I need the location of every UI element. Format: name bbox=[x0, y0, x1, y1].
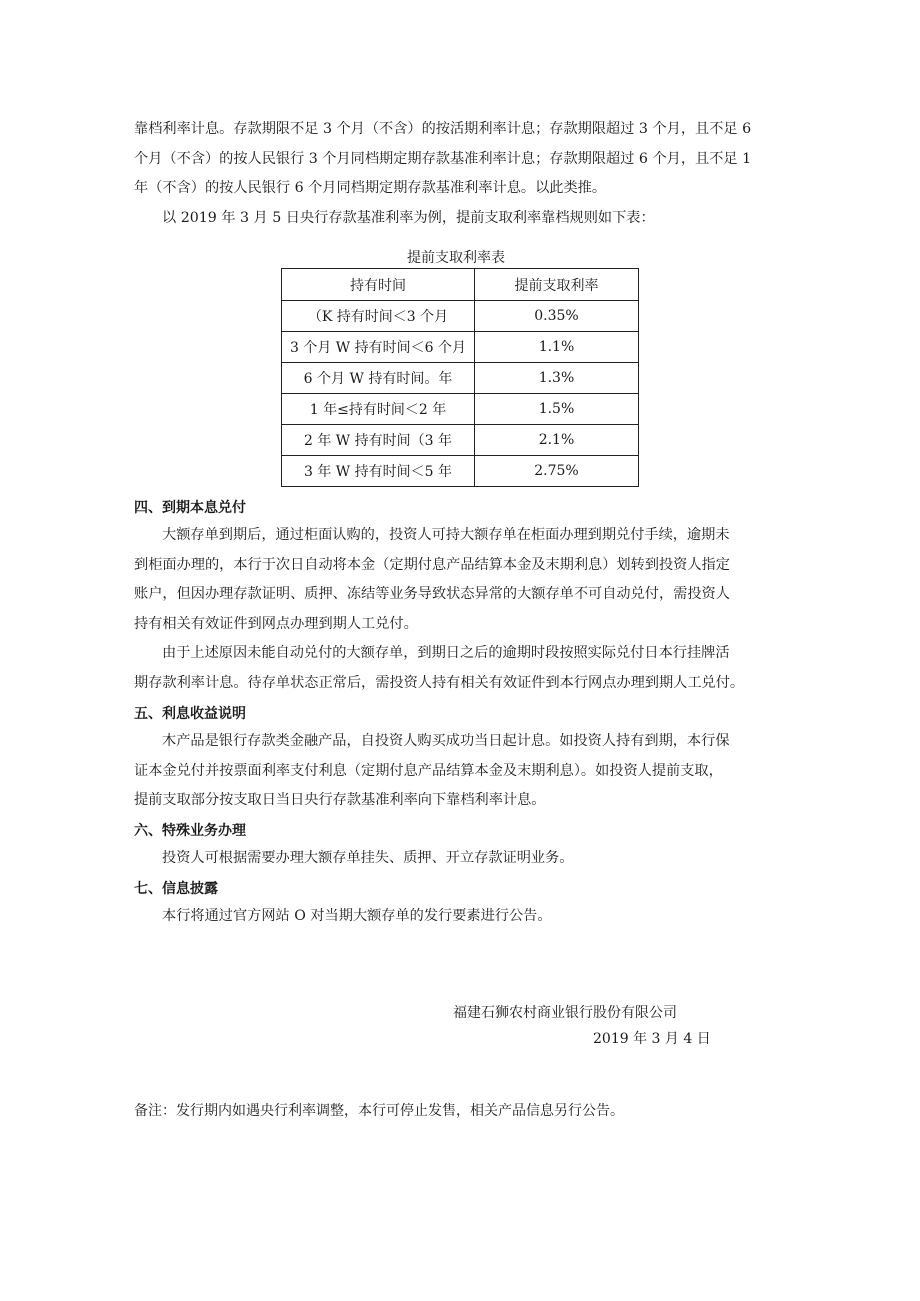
holding-period-cell: 6 个月 W 持有时间。年 bbox=[282, 363, 475, 394]
section-4-line: 大额存单到期后，通过柜面认购的，投资人可持大额存单在柜面办理到期兑付手续，逾期未 bbox=[162, 527, 730, 543]
section-6-line: 投资人可根据需要办理大额存单挂失、质押、开立存款证明业务。 bbox=[162, 850, 574, 866]
signature-company: 福建石狮农村商业银行股份有限公司 bbox=[453, 1005, 677, 1021]
holding-period-cell: 3 个月 W 持有时间＜6 个月 bbox=[282, 332, 475, 363]
section-5-title: 五、利息收益说明 bbox=[134, 706, 246, 722]
section-4-line: 由于上述原因未能自动兑付的大额存单，到期日之后的逾期时段按照实际兑付日本行挂牌活 bbox=[162, 645, 730, 661]
table-row bbox=[282, 332, 639, 363]
table-row bbox=[282, 301, 639, 332]
rate-cell: 1.1% bbox=[475, 332, 639, 363]
section-7-paragraph bbox=[134, 902, 806, 932]
table-header-row bbox=[282, 269, 639, 301]
rate-cell: 2.75% bbox=[475, 456, 639, 487]
holding-period-cell: 1 年≤持有时间＜2 年 bbox=[282, 394, 475, 425]
section-5-line: 证本金兑付并按票面利率支付利息（定期付息产品结算本金及末期利息）。如投资人提前支取， bbox=[134, 762, 723, 779]
rate-cell: 1.5% bbox=[475, 394, 639, 425]
section-4-line: 账户，但因办理存款证明、质押、冻结等业务导致状态异常的大额存单不可自动兑付，需投资人 bbox=[134, 586, 730, 602]
section-4-line: 到柜面办理的，本行于次日自动将本金（定期付息产品结算本金及末期利息）划转到投资人指定 bbox=[134, 556, 730, 573]
rate-cell: 1.3% bbox=[475, 363, 639, 394]
section-4-line: 持有相关有效证件到网点办理到期人工兑付。 bbox=[134, 615, 418, 632]
rate-cell: 0.35% bbox=[475, 301, 639, 332]
holding-period-cell: 3 年 W 持有时间＜5 年 bbox=[282, 456, 475, 487]
table-row bbox=[282, 363, 639, 394]
table-row bbox=[282, 425, 639, 456]
section-4-line: 期存款利率计息。待存单状态正常后，需投资人持有相关有效证件到本行网点办理到期人工兑付。 bbox=[134, 674, 745, 691]
intro-line: 个月（不含）的按人民银行 3 个月同档期定期存款基准利率计息；存款期限超过 6 个月，且不足 1 bbox=[134, 150, 752, 167]
table-caption: 提前支取利率表 bbox=[407, 250, 505, 266]
header-holding-period: 持有时间 bbox=[282, 269, 475, 301]
holding-period-cell: （K 持有时间＜3 个月 bbox=[282, 301, 475, 332]
footnote: 备注：发行期内如遇央行利率调整，本行可停止发售，相关产品信息另行公告。 bbox=[134, 1103, 624, 1119]
section-7-line: 本行将通过官方网站 O 对当期大额存单的发行要素进行公告。 bbox=[162, 908, 552, 924]
intro-paragraph bbox=[134, 115, 806, 233]
intro-example: 以 2019 年 3 月 5 日央行存款基准利率为例，提前支取利率靠档规则如下表： bbox=[162, 209, 655, 226]
holding-period-cell: 2 年 W 持有时间（3 年 bbox=[282, 425, 475, 456]
intro-line: 靠档利率计息。存款期限不足 3 个月（不含）的按活期利率计息；存款期限超过 3 个月，且不足 6 bbox=[134, 121, 752, 137]
section-5-line: 木产品是银行存款类金融产品，自投资人购买成功当日起计息。如投资人持有到期，本行保 bbox=[162, 733, 730, 749]
signature-date: 2019 年 3 月 4 日 bbox=[593, 1031, 711, 1047]
section-4-paragraph-1 bbox=[134, 521, 806, 698]
section-5-paragraph bbox=[134, 727, 806, 816]
early-withdrawal-rate-table bbox=[281, 268, 639, 487]
header-rate: 提前支取利率 bbox=[475, 269, 639, 301]
intro-line: 年（不含）的按人民银行 6 个月同档期定期存款基准利率计息。以此类推。 bbox=[134, 180, 607, 196]
section-5-line: 提前支取部分按支取日当日央行存款基准利率向下靠档利率计息。 bbox=[134, 792, 546, 808]
table-row bbox=[282, 456, 639, 487]
table-row bbox=[282, 394, 639, 425]
section-6-paragraph bbox=[134, 844, 806, 874]
rate-cell: 2.1% bbox=[475, 425, 639, 456]
section-4-title: 四、到期本息兑付 bbox=[134, 500, 246, 516]
section-6-title: 六、特殊业务办理 bbox=[134, 823, 246, 839]
section-7-title: 七、信息披露 bbox=[134, 881, 218, 897]
